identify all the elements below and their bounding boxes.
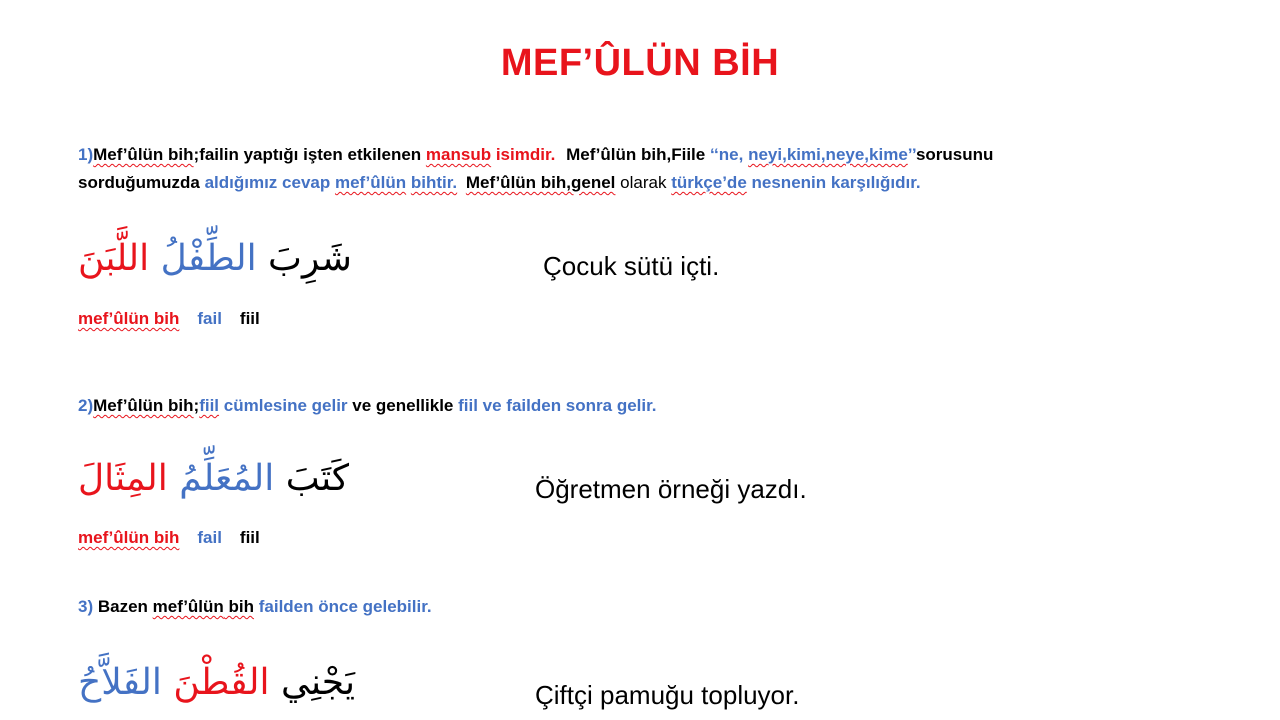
label-subject: fail [197, 528, 222, 547]
term: Mef’ûlün bih [93, 396, 194, 415]
arabic-verb: شَرِبَ [268, 238, 352, 279]
highlight: mef’ûlün [334, 173, 407, 192]
labels-1 [78, 309, 278, 329]
rule-number: 2) [78, 396, 94, 415]
translation-1: Çocuk sütü içti. [543, 251, 720, 281]
term: bih [223, 597, 255, 616]
rule-number: 3) [78, 597, 94, 616]
translation-2: Öğretmen örneği yazdı. [535, 474, 807, 504]
text: Mef’ûlün bih,genel [465, 173, 616, 192]
arabic-subject: المُعَلِّمُ [179, 458, 275, 499]
arabic-object: المِثَالَ [78, 458, 168, 499]
label-object: mef’ûlün bih [78, 309, 180, 328]
rule-1-line-1 [78, 141, 993, 169]
highlight: türkçe’de [671, 173, 747, 192]
arabic-sentence-1 [78, 238, 352, 279]
arabic-sentence-3 [78, 662, 355, 703]
rule-1-line-2 [78, 169, 921, 197]
text: olarak [620, 173, 667, 192]
label-verb: fiil [239, 309, 260, 328]
highlight: fiil [199, 396, 220, 415]
text: sorusunu [915, 145, 994, 164]
arabic-object: القُطْنَ [173, 662, 270, 703]
label-object: mef’ûlün bih [78, 528, 180, 547]
arabic-subject: الفَلاَّحُ [78, 662, 162, 703]
page-title: MEF’ÛLÜN BİH [500, 42, 780, 84]
arabic-subject: الطِّفْلُ [160, 238, 257, 279]
text: ;failin yaptığı işten etkilenen [193, 145, 426, 164]
highlight: ‘‘ne, [709, 145, 749, 164]
term: mef’ûlün [152, 597, 224, 616]
rule-2 [78, 392, 657, 420]
text: Mef’ûlün bih,Fiile [566, 145, 706, 164]
arabic-verb: كَتَبَ [285, 458, 350, 499]
text: ; [193, 396, 200, 415]
text: ve genellikle [347, 396, 459, 415]
highlight: cümlesine gelir [219, 396, 348, 415]
arabic-object: اللَّبَنَ [78, 238, 150, 279]
highlight: aldığımız cevap [204, 173, 331, 192]
highlight: neyi,kimi,neye,kime [748, 145, 908, 164]
highlight: ’’ [907, 145, 916, 164]
label-subject: fail [197, 309, 222, 328]
arabic-sentence-2 [78, 458, 349, 499]
arabic-verb: يَجْنِي [280, 662, 356, 703]
highlight: mansub [425, 145, 492, 164]
term: Mef’ûlün bih [93, 145, 194, 164]
highlight: failden önce gelebilir. [254, 597, 432, 616]
highlight: nesnenin karşılığıdır. [751, 173, 921, 192]
label-verb: fiil [239, 528, 260, 547]
rule-number: 1) [78, 145, 94, 164]
text: Bazen [93, 597, 153, 616]
highlight: fiil ve failden sonra gelir. [458, 396, 657, 415]
labels-2 [78, 528, 278, 548]
highlight: isimdir. [491, 145, 556, 164]
text: sorduğumuzda [78, 173, 200, 192]
highlight: bihtir. [410, 173, 458, 192]
translation-3: Çiftçi pamuğu topluyor. [535, 680, 800, 710]
rule-3 [78, 593, 432, 621]
